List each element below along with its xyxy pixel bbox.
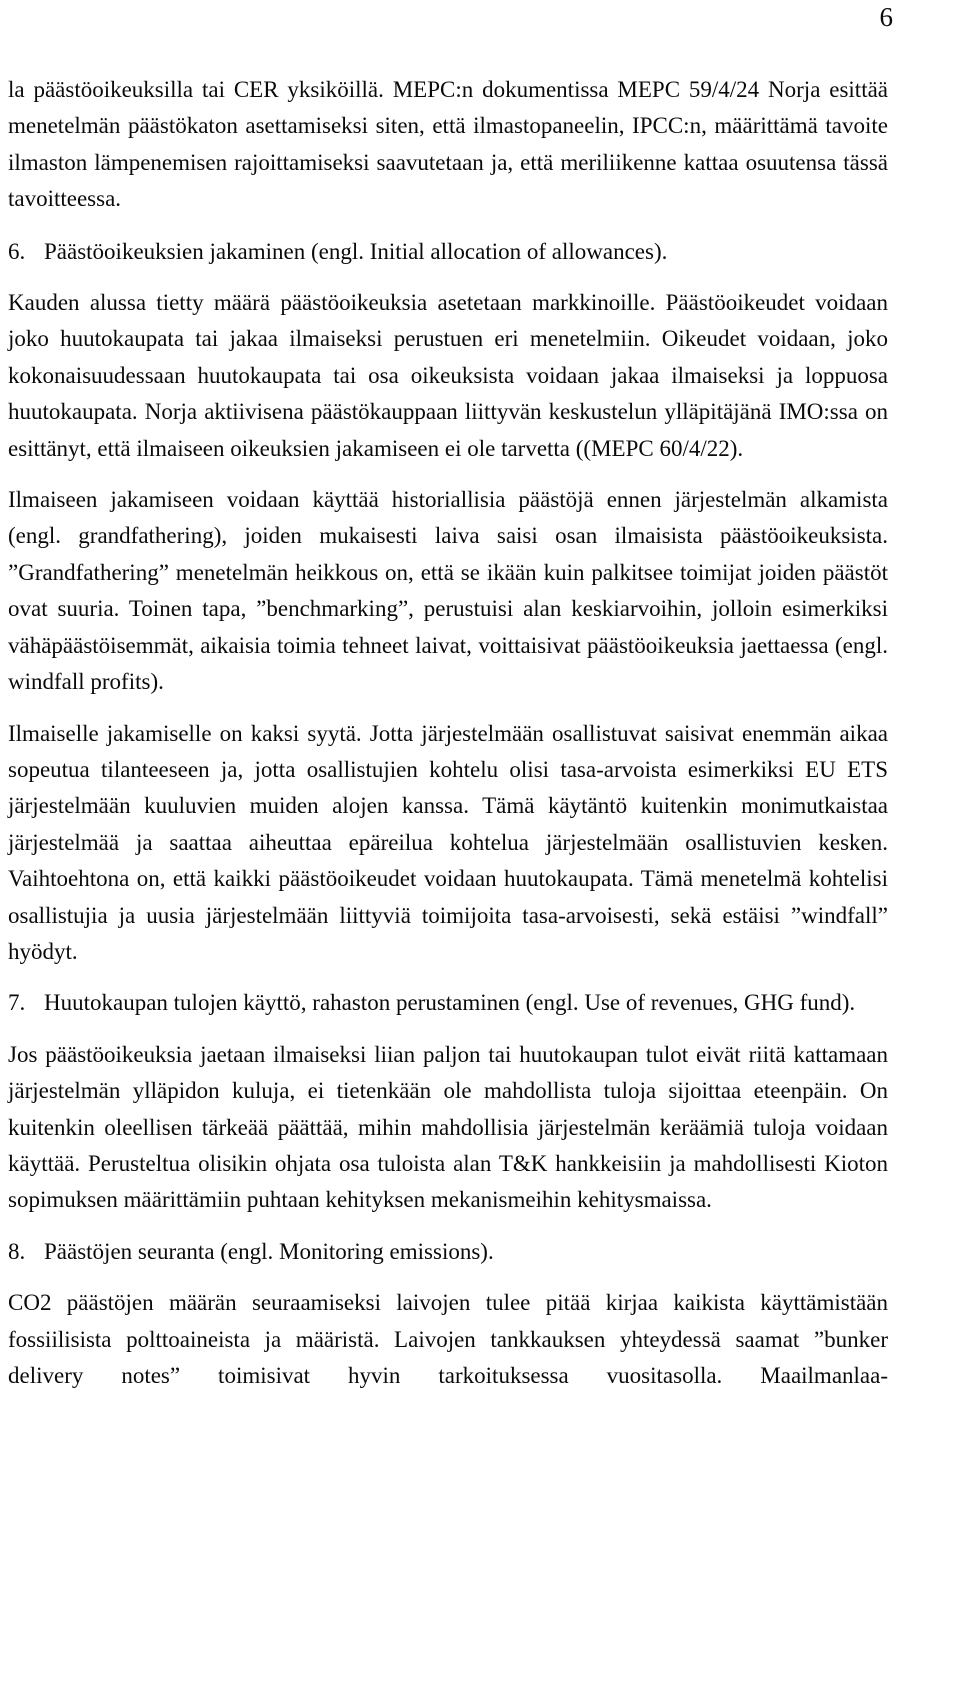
paragraph-grandfathering: Ilmaiseen jakamiseen voidaan käyttää historiallisia päästöjä ennen järjestelmän alkamista (engl. grandfathering), joiden mukaisesti laiva saisi osan ilmaisista päästöoikeuksista. ”Grandfathering” menetelmän heikkous on, että se ikään kuin palkitsee toimijat joiden päästöt ovat suuria. Toinen tapa, ”benchmarking”, perustuisi alan keskiarvoihin, jolloin esimerkiksi vähäpäästöisemmät, aikaisia toimia tehneet laivat, voittaisivat päästöoikeuksia jaettaessa (engl. windfall profits). [8,487,888,695]
paragraph-intro-continued: la päästöoikeuksilla tai CER yksiköillä. MEPC:n dokumentissa MEPC 59/4/24 Norja esittää menetelmän päästökaton asettamiseksi siten, että ilmastopaneelin, IPCC:n, määrittämä tavoite ilmaston lämpenemisen rajoittamiseksi saavutetaan ja, että meriliikenne kattaa osuutensa tässä tavoitteessa. [8,77,888,212]
section-number: 7. [8,990,26,1016]
paragraph-monitoring: CO2 päästöjen määrän seuraamiseksi laivojen tulee pitää kirjaa kaikista käyttämistään fossiilisista polttoaineista ja määristä. Laivojen tankkauksen yhteydessä saamat ”bunker delivery notes” toimisivat hyvin tarkoituksessa vuositasolla. Maailmanlaa- [8,1290,888,1388]
page-number: 6 [879,2,893,32]
paragraph-revenues: Jos päästöoikeuksia jaetaan ilmaiseksi liian paljon tai huutokaupan tulot eivät riitä kattamaan järjestelmän ylläpidon kuluja, ei tietenkään ole mahdollista tuloja sijoittaa eteenpäin. On kuitenkin oleellisen tärkeää päättää, mihin mahdollisia järjestelmän keräämiä tuloja voidaan käyttää. Perusteltua olisikin ohjata osa tuloista alan T&K hankkeisiin ja mahdollisesti Kioton sopimuksen määrittämiin puhtaan kehityksen mekanismeihin kehitysmaissa. [8,1041,888,1213]
section-heading-6 [8,234,888,270]
section-title: Päästöoikeuksien jakaminen (engl. Initial allocation of allowances). [44,238,668,264]
paragraph-free-allocation-reasons: Ilmaiselle jakamiselle on kaksi syytä. Jotta järjestelmään osallistuvat saisivat enemmän aikaa sopeutua tilanteeseen ja, jotta osallistujien kohtelu olisi tasa-arvoista esimerkiksi EU ETS järjestelmään kuuluvien muiden alojen kanssa. Tämä käytäntö kuitenkin monimutkaistaa järjestelmää ja saattaa aiheuttaa epäreilua kohtelua järjestelmään osallistuvien kesken. Vaihtoehtona on, että kaikki päästöoikeudet voidaan huutokaupata. Tämä menetelmä kohtelisi osallistujia ja uusia järjestelmään liittyviä toimijoita tasa-arvoisesti, sekä estäisi ”windfall” hyödyt. [8,720,888,964]
section-title: Huutokaupan tulojen käyttö, rahaston perustaminen (engl. Use of revenues, GHG fund). [44,990,856,1016]
section-heading-7 [8,985,888,1021]
section-heading-8 [8,1234,888,1270]
section-number: 6. [8,238,26,264]
document-body [8,72,888,1394]
section-number: 8. [8,1238,26,1264]
section-title: Päästöjen seuranta (engl. Monitoring emissions). [44,1238,494,1264]
paragraph-allocation: Kauden alussa tietty määrä päästöoikeuksia asetetaan markkinoille. Päästöoikeudet voidaan joko huutokaupata tai jakaa ilmaiseksi perustuen eri menetelmiin. Oikeudet voidaan, joko kokonaisuudessaan huutokaupata tai osa oikeuksista voidaan jakaa ilmaiseksi ja loppuosa huutokaupata. Norja aktiivisena päästökauppaan liittyvän keskustelun ylläpitäjänä IMO:ssa on esittänyt, että ilmaiseen oikeuksien jakamiseen ei ole tarvetta ((MEPC 60/4/22). [8,290,888,461]
